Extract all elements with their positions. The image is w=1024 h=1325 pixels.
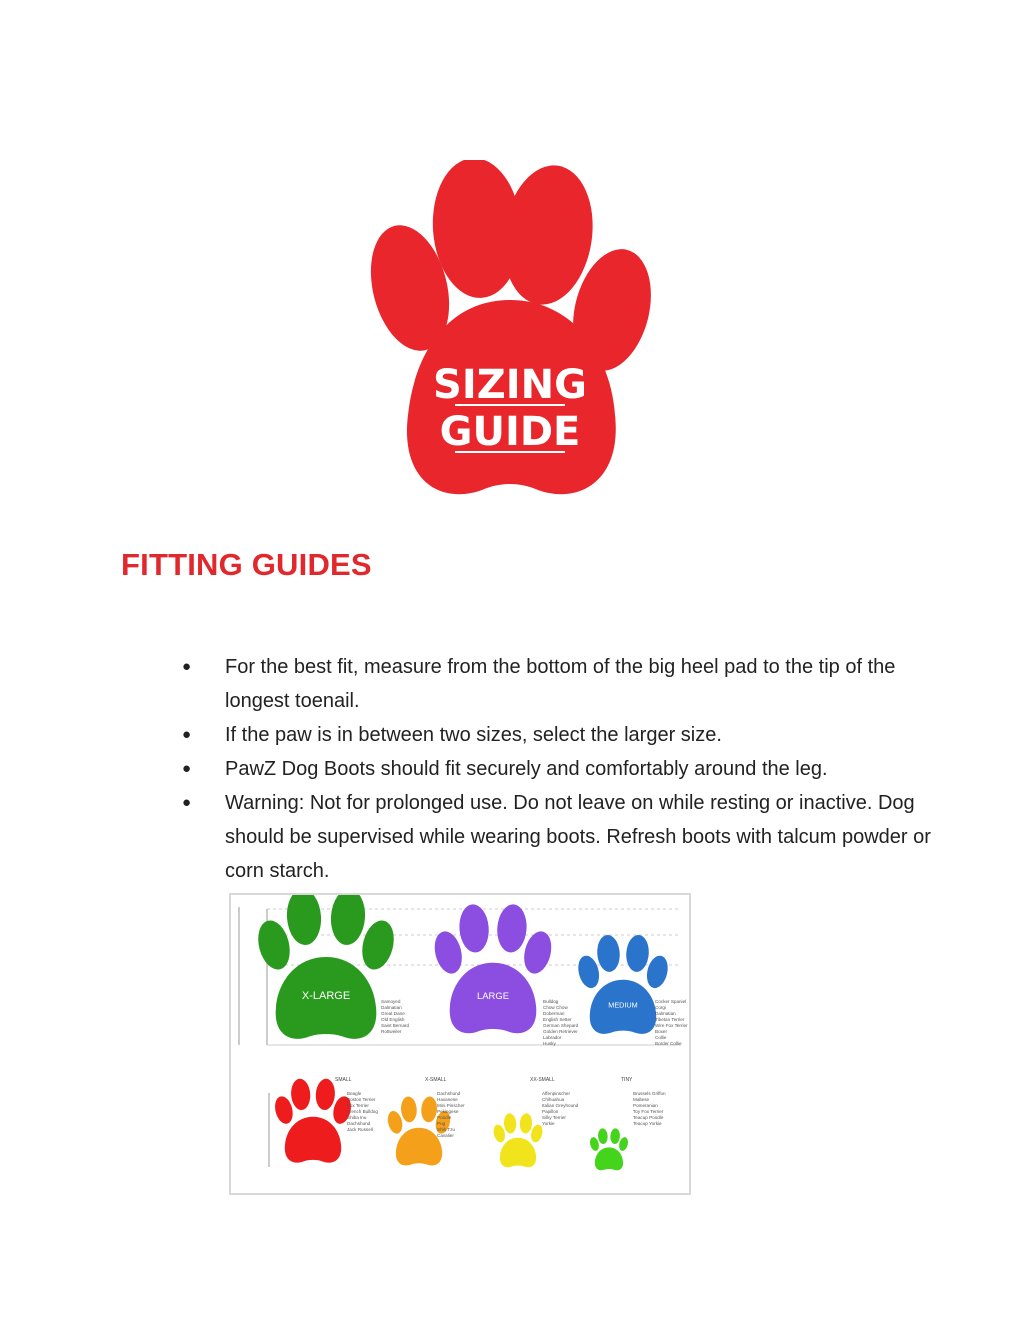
- breed-list-item: Cavalier: [437, 1133, 454, 1138]
- paw-size-label: LARGE: [476, 990, 510, 1002]
- bullet-icon: ●: [182, 760, 192, 777]
- paw-xx-small-icon: [492, 1113, 544, 1167]
- breed-list-item: Border Collie: [655, 1041, 682, 1046]
- paw-size-caption: XX-SMALL: [530, 1077, 555, 1083]
- breed-list-item: Dachshund: [437, 1091, 461, 1096]
- list-item: [182, 752, 942, 786]
- list-item-text: If the paw is in between two sizes, select the larger size.: [225, 724, 722, 746]
- breed-list-item: Doberman: [543, 1011, 565, 1016]
- breed-list-item: Pomeranian: [633, 1103, 658, 1108]
- breed-list-item: Great Dane: [381, 1011, 405, 1016]
- paw-size-caption: TINY: [621, 1077, 633, 1083]
- breed-list-item: Beagle: [347, 1091, 362, 1096]
- logo-line2: GUIDE: [439, 409, 581, 455]
- breed-list-item: Brussels Griffon: [633, 1091, 666, 1096]
- paw-size-chart-image: [229, 893, 691, 1195]
- breed-list-item: Yorkie: [542, 1121, 555, 1126]
- breed-list-item: Teacup Poodle: [633, 1115, 664, 1120]
- paw-size-label: X-LARGE: [301, 990, 351, 1002]
- size-chart-graphic: [231, 895, 689, 1193]
- breed-list-item: Chow Chow: [543, 1005, 568, 1010]
- page-title: FITTING GUIDES: [121, 547, 372, 582]
- breed-list-item: German Shepard: [543, 1023, 579, 1028]
- list-item-text: Warning: Not for prolonged use. Do not leave on while resting or inactive. Dog should be supervised while wearing boots. Refresh boots with talcum powder or corn starch.: [225, 792, 931, 882]
- breed-list-item: Affenpinscher: [542, 1091, 571, 1096]
- breed-list-item: Corgi: [655, 1005, 666, 1010]
- breed-list-item: Silky Terrier: [542, 1115, 566, 1120]
- breed-list-item: Pug: [437, 1121, 446, 1126]
- breed-list-item: French Bulldog: [347, 1109, 378, 1114]
- breed-list-item: Shiba Inu: [347, 1115, 367, 1120]
- breed-list-item: Shih Tzu: [437, 1127, 456, 1132]
- fitting-tips-list: [182, 650, 942, 888]
- breed-list-item: Italian Greyhound: [542, 1103, 579, 1108]
- paw-small-icon: [272, 1078, 353, 1163]
- breed-list-item: Mini Pinscher: [437, 1103, 465, 1108]
- breed-list-item: Cocker Spaniel: [655, 999, 687, 1004]
- paw-size-label: MEDIUM: [608, 1000, 638, 1010]
- breed-list-item: Boston Terrier: [347, 1097, 376, 1102]
- paw-size-caption: X-SMALL: [425, 1077, 447, 1083]
- bullet-icon: ●: [182, 658, 192, 675]
- breed-list-item: Bulldog: [543, 999, 559, 1004]
- breed-list-item: Chihuahua: [542, 1097, 565, 1102]
- paw-tiny-icon: [589, 1128, 630, 1170]
- breed-list-item: Collie: [655, 1035, 667, 1040]
- breed-list-item: Saint Bernard: [381, 1023, 410, 1028]
- paw-large-icon: [431, 903, 556, 1033]
- list-item-text: PawZ Dog Boots should fit securely and comfortably around the leg.: [225, 758, 828, 780]
- bullet-icon: ●: [182, 794, 192, 811]
- breed-list-item: Golden Retriever: [543, 1029, 578, 1034]
- breed-list-item: Dachshund: [347, 1121, 371, 1126]
- paw-size-caption: SMALL: [335, 1077, 352, 1083]
- breed-list-item: Jack Russell: [347, 1127, 373, 1132]
- sizing-guide-logo: [360, 160, 660, 505]
- breed-list-item: Rottweiler: [381, 1029, 402, 1034]
- breed-list-item: Labrador: [543, 1035, 562, 1040]
- breed-list-item: Papillon: [542, 1109, 559, 1114]
- breed-list-item: Tibetan Terrier: [655, 1017, 685, 1022]
- list-item: [182, 718, 942, 752]
- breed-list-item: Poodle: [437, 1115, 452, 1120]
- paw-x-large-icon: [253, 895, 398, 1039]
- bullet-icon: ●: [182, 726, 192, 743]
- breed-list-item: Teacup Yorkie: [633, 1121, 662, 1126]
- breed-list-item: Old English: [381, 1017, 405, 1022]
- breed-list-item: Havanese: [437, 1097, 458, 1102]
- breed-list-item: Dalmatian: [655, 1011, 676, 1016]
- breed-list-item: English Setter: [543, 1017, 572, 1022]
- breed-list-item: Maltese: [633, 1097, 650, 1102]
- list-item: [182, 650, 942, 718]
- list-item: [182, 786, 942, 888]
- breed-list-item: Fox Terrier: [347, 1103, 369, 1108]
- list-item-text: For the best fit, measure from the bottom of the big heel pad to the tip of the longest toenail.: [225, 656, 896, 712]
- logo-line1: SIZING: [433, 362, 587, 408]
- breed-list-item: Pekingese: [437, 1109, 459, 1114]
- breed-list-item: Wire Fox Terrier: [655, 1023, 688, 1028]
- breed-list-item: Samoyed: [381, 999, 401, 1004]
- breed-list-item: Boxer: [655, 1029, 668, 1034]
- breed-list-item: Toy Fox Terrier: [633, 1109, 664, 1114]
- breed-list-item: Husky: [543, 1041, 556, 1046]
- paw-logo-icon: [360, 160, 660, 505]
- breed-list-item: Dalmatian: [381, 1005, 402, 1010]
